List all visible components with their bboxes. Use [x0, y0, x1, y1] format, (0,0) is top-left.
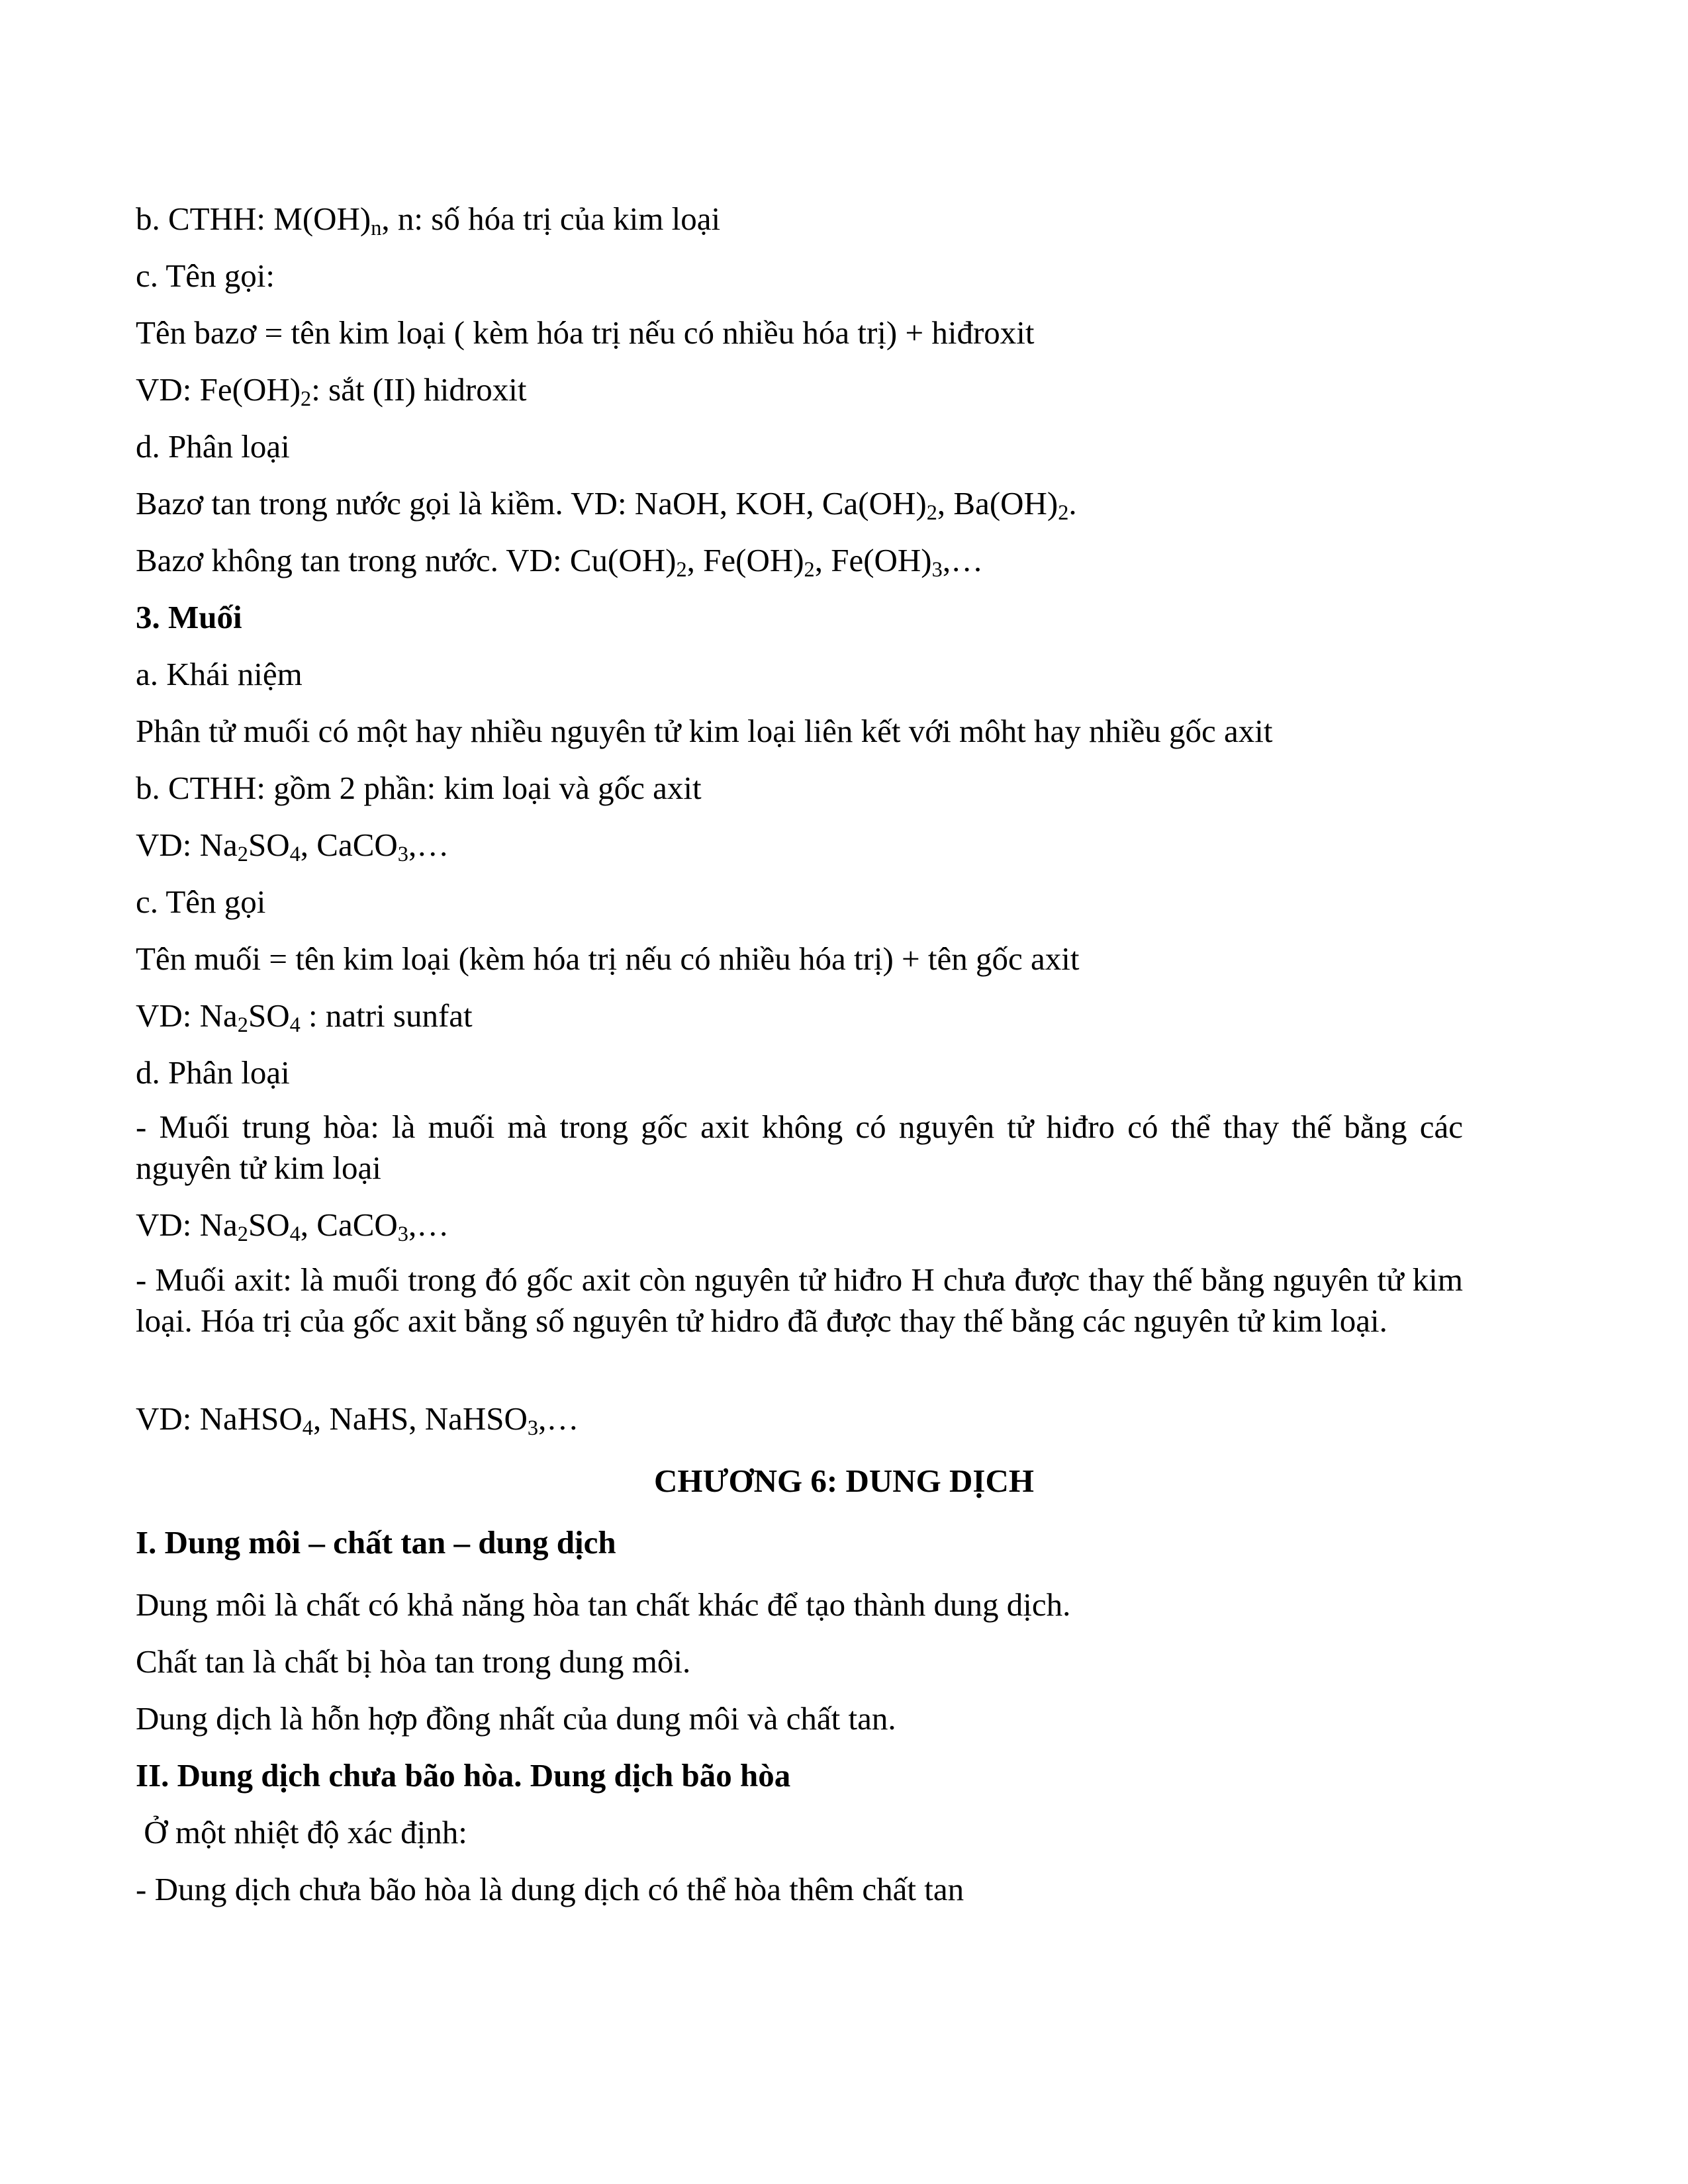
- text-line: Phân tử muối có một hay nhiều nguyên tử kim loại liên kết với môht hay nhiều gốc axit: [136, 713, 1273, 749]
- example-line: VD: $Na_2SO_4$, CaCO$_3$,…: [136, 827, 449, 866]
- text-line: Dung môi là chất có khả năng hòa tan chất khác để tạo thành dung dịch.: [136, 1586, 1071, 1623]
- subheading: d. Phân loại: [136, 1054, 290, 1091]
- text-line: b. CTHH: gồm 2 phần: kim loại và gốc axit: [136, 770, 702, 806]
- subheading: d. Phân loại: [136, 428, 290, 465]
- subheading: c. Tên gọi: [136, 884, 266, 920]
- text-line: Tên muối = tên kim loại (kèm hóa trị nếu có nhiều hóa trị) + tên gốc axit: [136, 940, 1080, 977]
- example-line: VD: $Na_2SO_4$ : natri sunfat: [136, 997, 473, 1037]
- example-line: VD: NaHSO$_4$, NaHS, NaHSO$_3$,…: [136, 1400, 579, 1440]
- text-line: Bazơ tan trong nước gọi là kiềm. VD: NaOH, KOH, $Ca(OH)_2$, $Ba(OH)_2$.: [136, 485, 1077, 525]
- paragraph: - Muối trung hòa: là muối mà trong gốc axit không có nguyên tử hiđro có thể thay thế bằng các nguyên tử kim loại: [136, 1109, 1463, 1186]
- example-line: VD: $Na_2SO_4$, CaCO$_3$,…: [136, 1206, 449, 1246]
- section-heading: II. Dung dịch chưa bão hòa. Dung dịch bão hòa: [136, 1757, 791, 1794]
- text-line: Tên bazơ = tên kim loại ( kèm hóa trị nếu có nhiều hóa trị) + hiđroxit: [136, 314, 1035, 351]
- text-line: Chất tan là chất bị hòa tan trong dung môi.: [136, 1643, 691, 1680]
- text-line: Bazơ không tan trong nước. VD: $Cu(OH)_2$, $Fe(OH)_2$, $Fe(OH)_3,\dots$: [136, 542, 984, 582]
- subheading: c. Tên gọi:: [136, 257, 275, 294]
- text-line: b. CTHH: $M(OH)_n$, n: số hóa trị của kim loại: [136, 201, 721, 240]
- chapter-title: CHƯƠNG 6: DUNG DỊCH: [654, 1463, 1034, 1499]
- text-line: Ở một nhiệt độ xác định:: [136, 1814, 467, 1850]
- section-heading: 3. Muối: [136, 599, 242, 635]
- section-heading: I. Dung môi – chất tan – dung dịch: [136, 1524, 616, 1561]
- example-line: VD: $Fe(OH)_2$: sắt (II) hidroxit: [136, 371, 527, 411]
- paragraph: - Muối axit: là muối trong đó gốc axit còn nguyên tử hiđro H chưa được thay thế bằng nguyên tử kim loại. Hóa trị của gốc axit bằng số nguyên tử hidro đã được thay thế bằng các nguyên tử kim loại.: [136, 1261, 1463, 1339]
- text-line: Dung dịch là hỗn hợp đồng nhất của dung môi và chất tan.: [136, 1700, 896, 1737]
- subheading: a. Khái niệm: [136, 656, 303, 692]
- text-line: - Dung dịch chưa bão hòa là dung dịch có thể hòa thêm chất tan: [136, 1871, 964, 1907]
